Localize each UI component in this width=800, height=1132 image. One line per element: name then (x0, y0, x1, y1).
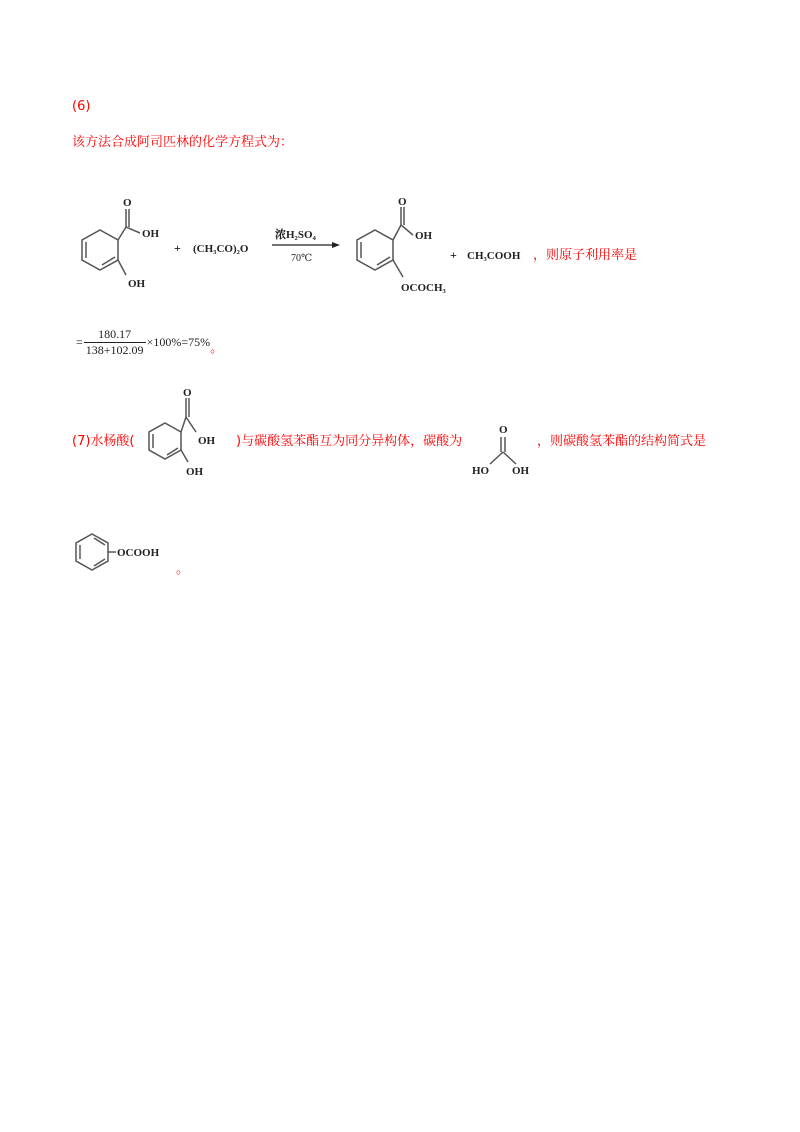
formula-end: 。 (210, 340, 224, 355)
answer-end: 。 (176, 562, 190, 577)
phenyl-hydrogen-carbonate-structure (70, 528, 190, 578)
oh-label: OH (415, 230, 433, 242)
carbonic-acid-structure (468, 420, 538, 485)
svg-text:O: O (183, 387, 192, 399)
formula-prefix: = (76, 335, 83, 349)
acetic-anhydride: (CH₃CO)₂O (193, 243, 249, 255)
salicylic-acid-structure (82, 197, 160, 290)
question-7-start: (7)水杨酸( (72, 434, 135, 449)
svg-text:O: O (123, 197, 132, 209)
temperature-label: 70℃ (291, 253, 313, 264)
oh-label: OH (128, 278, 146, 290)
question-7-end: ，则碳酸氢苯酯的结构简式是 (537, 434, 707, 449)
catalyst-label: 浓H₂SO₄ (275, 229, 316, 241)
oxygen-label: O (499, 424, 508, 436)
question-6-intro: 该方法合成阿司匹林的化学方程式为： (72, 135, 294, 150)
formula-result: ×100%=75% (146, 335, 211, 349)
salicylic-acid-inline (140, 385, 240, 485)
oh-label: OH (198, 435, 216, 447)
svg-text:O: O (398, 196, 407, 208)
fraction-denominator: 138+102.09 (85, 343, 144, 357)
aspirin-structure (357, 196, 447, 294)
plus-sign: + (450, 248, 457, 262)
oh-label: OH (512, 465, 530, 477)
utilization-text: ，则原子利用率是 (533, 248, 638, 263)
oh-label: OH (142, 228, 160, 240)
fraction-numerator: 180.17 (98, 327, 132, 341)
question-7-middle: )与碳酸氢苯酯互为同分异构体，碳酸为 (236, 434, 463, 449)
acetoxy-label: OCOCH₃ (401, 282, 446, 294)
ho-label: HO (472, 465, 490, 477)
plus-sign: + (174, 241, 181, 255)
question-6-label: (6) (72, 99, 91, 114)
oh-label: OH (186, 466, 204, 478)
atom-utilization-formula (76, 327, 223, 358)
ocooh-label: OCOOH (117, 547, 160, 559)
acetic-acid: CH₃COOH (467, 250, 521, 262)
